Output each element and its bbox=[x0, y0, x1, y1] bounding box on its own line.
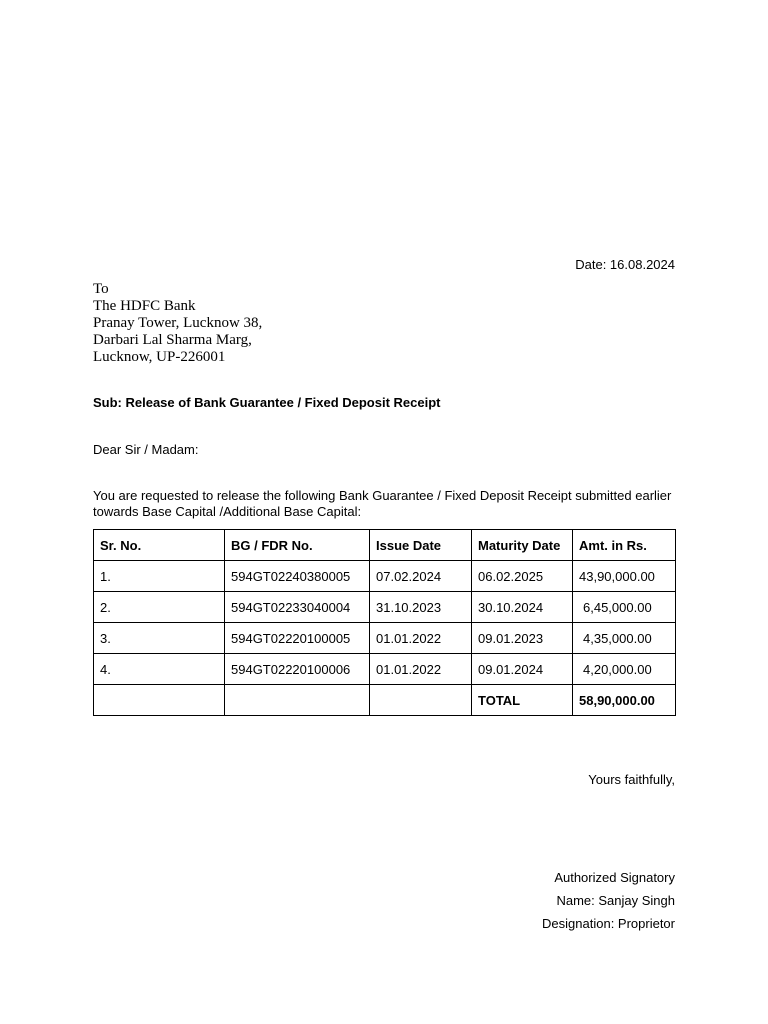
address-line-building: Pranay Tower, Lucknow 38, bbox=[93, 315, 263, 331]
cell-maturity-date: 09.01.2023 bbox=[472, 623, 573, 654]
cell-sr-no: 1. bbox=[94, 561, 225, 592]
address-line-city: Lucknow, UP-226001 bbox=[93, 349, 226, 365]
recipient-address bbox=[93, 281, 262, 366]
address-to: To bbox=[93, 281, 109, 297]
cell-empty bbox=[370, 685, 472, 716]
guarantee-table bbox=[93, 529, 676, 716]
signatory-title: Authorized Signatory bbox=[554, 870, 675, 885]
letter-subject: Sub: Release of Bank Guarantee / Fixed Deposit Receipt bbox=[93, 395, 441, 410]
table-row bbox=[94, 561, 676, 592]
total-label: TOTAL bbox=[472, 685, 573, 716]
body-line-1: You are requested to release the following Bank Guarantee / Fixed Deposit Receipt submitted earlier bbox=[93, 488, 672, 503]
salutation: Dear Sir / Madam: bbox=[93, 442, 199, 457]
table-row bbox=[94, 654, 676, 685]
cell-maturity-date: 06.02.2025 bbox=[472, 561, 573, 592]
signatory-designation: Designation: Proprietor bbox=[542, 916, 675, 931]
table-row bbox=[94, 623, 676, 654]
table-total-row bbox=[94, 685, 676, 716]
signature-block bbox=[542, 866, 675, 935]
closing-line: Yours faithfully, bbox=[588, 772, 675, 787]
header-amount: Amt. in Rs. bbox=[573, 530, 676, 561]
cell-empty bbox=[225, 685, 370, 716]
cell-issue-date: 01.01.2022 bbox=[370, 654, 472, 685]
cell-amount: 43,90,000.00 bbox=[573, 561, 676, 592]
cell-maturity-date: 30.10.2024 bbox=[472, 592, 573, 623]
body-line-2: towards Base Capital /Additional Base Capital: bbox=[93, 504, 362, 519]
cell-sr-no: 2. bbox=[94, 592, 225, 623]
cell-amount: 6,45,000.00 bbox=[573, 592, 676, 623]
cell-empty bbox=[94, 685, 225, 716]
cell-amount: 4,20,000.00 bbox=[573, 654, 676, 685]
address-line-street: Darbari Lal Sharma Marg, bbox=[93, 332, 252, 348]
header-issue-date: Issue Date bbox=[370, 530, 472, 561]
cell-bg-fdr-no: 594GT02233040004 bbox=[225, 592, 370, 623]
cell-bg-fdr-no: 594GT02220100006 bbox=[225, 654, 370, 685]
cell-bg-fdr-no: 594GT02240380005 bbox=[225, 561, 370, 592]
header-bg-fdr-no: BG / FDR No. bbox=[225, 530, 370, 561]
cell-amount: 4,35,000.00 bbox=[573, 623, 676, 654]
cell-maturity-date: 09.01.2024 bbox=[472, 654, 573, 685]
cell-sr-no: 4. bbox=[94, 654, 225, 685]
table-row bbox=[94, 592, 676, 623]
header-maturity-date: Maturity Date bbox=[472, 530, 573, 561]
table-header-row bbox=[94, 530, 676, 561]
cell-bg-fdr-no: 594GT02220100005 bbox=[225, 623, 370, 654]
header-sr-no: Sr. No. bbox=[94, 530, 225, 561]
signatory-name: Name: Sanjay Singh bbox=[556, 893, 675, 908]
letter-body bbox=[93, 488, 693, 520]
total-amount: 58,90,000.00 bbox=[573, 685, 676, 716]
address-line-bank: The HDFC Bank bbox=[93, 298, 196, 314]
cell-issue-date: 01.01.2022 bbox=[370, 623, 472, 654]
letter-date: Date: 16.08.2024 bbox=[575, 257, 675, 272]
cell-sr-no: 3. bbox=[94, 623, 225, 654]
cell-issue-date: 07.02.2024 bbox=[370, 561, 472, 592]
cell-issue-date: 31.10.2023 bbox=[370, 592, 472, 623]
